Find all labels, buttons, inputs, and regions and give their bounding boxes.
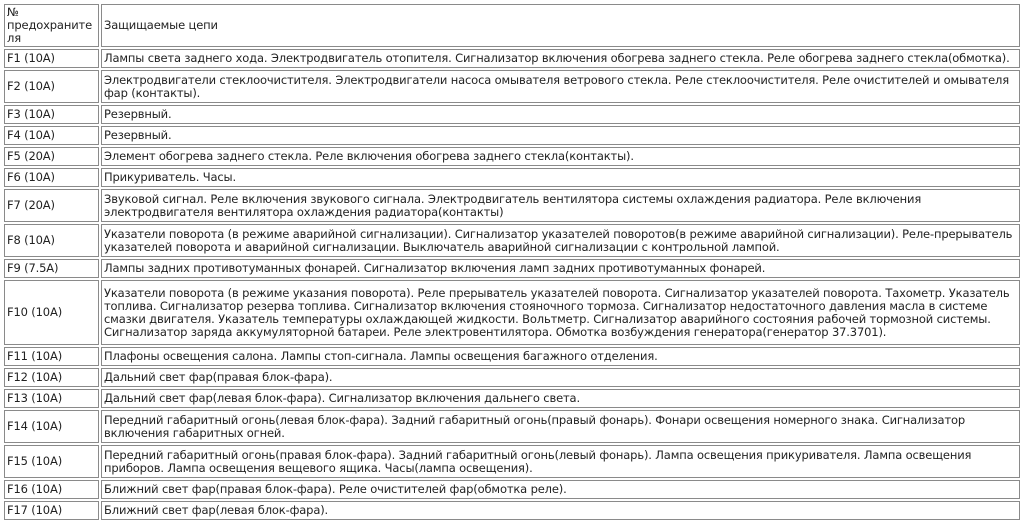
fuse-number-cell: F16 (10A) bbox=[4, 480, 99, 499]
protected-circuits-cell: Лампы задних противотуманных фонарей. Сигнализатор включения ламп задних противотуманных фонарей. bbox=[101, 259, 1020, 278]
table-row bbox=[4, 280, 1020, 345]
fuse-number-cell: F17 (10A) bbox=[4, 501, 99, 520]
protected-circuits-cell: Дальний свет фар(правая блок-фара). bbox=[101, 368, 1020, 387]
protected-circuits-cell: Ближний свет фар(левая блок-фара). bbox=[101, 501, 1020, 520]
protected-circuits-cell: Плафоны освещения салона. Лампы стоп-сигнала. Лампы освещения багажного отделения. bbox=[101, 347, 1020, 366]
table-row bbox=[4, 126, 1020, 145]
protected-circuits-cell: Звуковой сигнал. Реле включения звукового сигнала. Электродвигатель вентилятора системы охлаждения радиатора. Реле включения электродвигателя вентилятора охлаждения радиатора(контакты) bbox=[101, 189, 1020, 222]
fuse-number-cell: F4 (10A) bbox=[4, 126, 99, 145]
protected-circuits-cell: Лампы света заднего хода. Электродвигатель отопителя. Сигнализатор включения обогрева заднего стекла. Реле обогрева заднего стекла(обмотка). bbox=[101, 49, 1020, 68]
fuse-number-cell: F1 (10A) bbox=[4, 49, 99, 68]
table-row bbox=[4, 49, 1020, 68]
table-row bbox=[4, 480, 1020, 499]
table-row bbox=[4, 224, 1020, 257]
fuse-number-cell: F5 (20A) bbox=[4, 147, 99, 166]
fuse-number-cell: F2 (10A) bbox=[4, 70, 99, 103]
fuse-table bbox=[2, 2, 1022, 522]
protected-circuits-cell: Передний габаритный огонь(правая блок-фара). Задний габаритный огонь(левый фонарь). Лампа освещения прикуривателя. Лампа освещения приборов. Лампа освещения вещевого ящика. Часы(лампа освещения). bbox=[101, 445, 1020, 478]
fuse-number-cell: F10 (10A) bbox=[4, 280, 99, 345]
fuse-number-cell: F6 (10A) bbox=[4, 168, 99, 187]
fuse-number-cell: F8 (10A) bbox=[4, 224, 99, 257]
fuse-number-cell: F3 (10A) bbox=[4, 105, 99, 124]
protected-circuits-cell: Прикуриватель. Часы. bbox=[101, 168, 1020, 187]
fuse-number-cell: F12 (10A) bbox=[4, 368, 99, 387]
table-row bbox=[4, 147, 1020, 166]
table-row bbox=[4, 501, 1020, 520]
table-row bbox=[4, 445, 1020, 478]
table-row bbox=[4, 189, 1020, 222]
header-fuse-number: № предохранителя bbox=[4, 4, 99, 47]
table-row bbox=[4, 410, 1020, 443]
table-row bbox=[4, 259, 1020, 278]
fuse-number-cell: F11 (10A) bbox=[4, 347, 99, 366]
fuse-number-cell: F9 (7.5A) bbox=[4, 259, 99, 278]
table-row bbox=[4, 347, 1020, 366]
protected-circuits-cell: Резервный. bbox=[101, 126, 1020, 145]
protected-circuits-cell: Указатели поворота (в режиме аварийной сигнализации). Сигнализатор указателей поворотов(в режиме аварийной сигнализации). Реле-прерыватель указателей поворота и аварийной сигнализации. Выключатель аварийной сигнализации с контрольной лампой. bbox=[101, 224, 1020, 257]
fuse-number-cell: F15 (10A) bbox=[4, 445, 99, 478]
table-row bbox=[4, 168, 1020, 187]
protected-circuits-cell: Резервный. bbox=[101, 105, 1020, 124]
table-header-row bbox=[4, 4, 1020, 47]
fuse-table-body bbox=[4, 4, 1020, 520]
protected-circuits-cell: Дальний свет фар(левая блок-фара). Сигнализатор включения дальнего света. bbox=[101, 389, 1020, 408]
fuse-number-cell: F7 (20A) bbox=[4, 189, 99, 222]
protected-circuits-cell: Электродвигатели стеклоочистителя. Электродвигатели насоса омывателя ветрового стекла. Реле стеклоочистителя. Реле очистителей и омывателя фар (контакты). bbox=[101, 70, 1020, 103]
fuse-number-cell: F13 (10A) bbox=[4, 389, 99, 408]
protected-circuits-cell: Передний габаритный огонь(левая блок-фара). Задний габаритный огонь(правый фонарь). Фонари освещения номерного знака. Сигнализатор включения габаритных огней. bbox=[101, 410, 1020, 443]
table-row bbox=[4, 389, 1020, 408]
fuse-number-cell: F14 (10A) bbox=[4, 410, 99, 443]
table-row bbox=[4, 368, 1020, 387]
table-row bbox=[4, 70, 1020, 103]
header-protected-circuits: Защищаемые цепи bbox=[101, 4, 1020, 47]
protected-circuits-cell: Элемент обогрева заднего стекла. Реле включения обогрева заднего стекла(контакты). bbox=[101, 147, 1020, 166]
table-row bbox=[4, 105, 1020, 124]
protected-circuits-cell: Указатели поворота (в режиме указания поворота). Реле прерыватель указателей поворота. Сигнализатор указателей поворота. Тахометр. Указатель топлива. Сигнализатор резерва топлива. Сигнализатор включения стояночного тормоза. Сигнализатор недостаточного давления масла в системе смазки двигателя. Указатель температуры охлаждающей жидкости. Вольтметр. Сигнализатор аварийного состояния рабочей тормозной системы. Сигнализатор заряда аккумуляторной батареи. Реле электровентилятора. Обмотка возбуждения генератора(генератор 37.3701). bbox=[101, 280, 1020, 345]
protected-circuits-cell: Ближний свет фар(правая блок-фара). Реле очистителей фар(обмотка реле). bbox=[101, 480, 1020, 499]
